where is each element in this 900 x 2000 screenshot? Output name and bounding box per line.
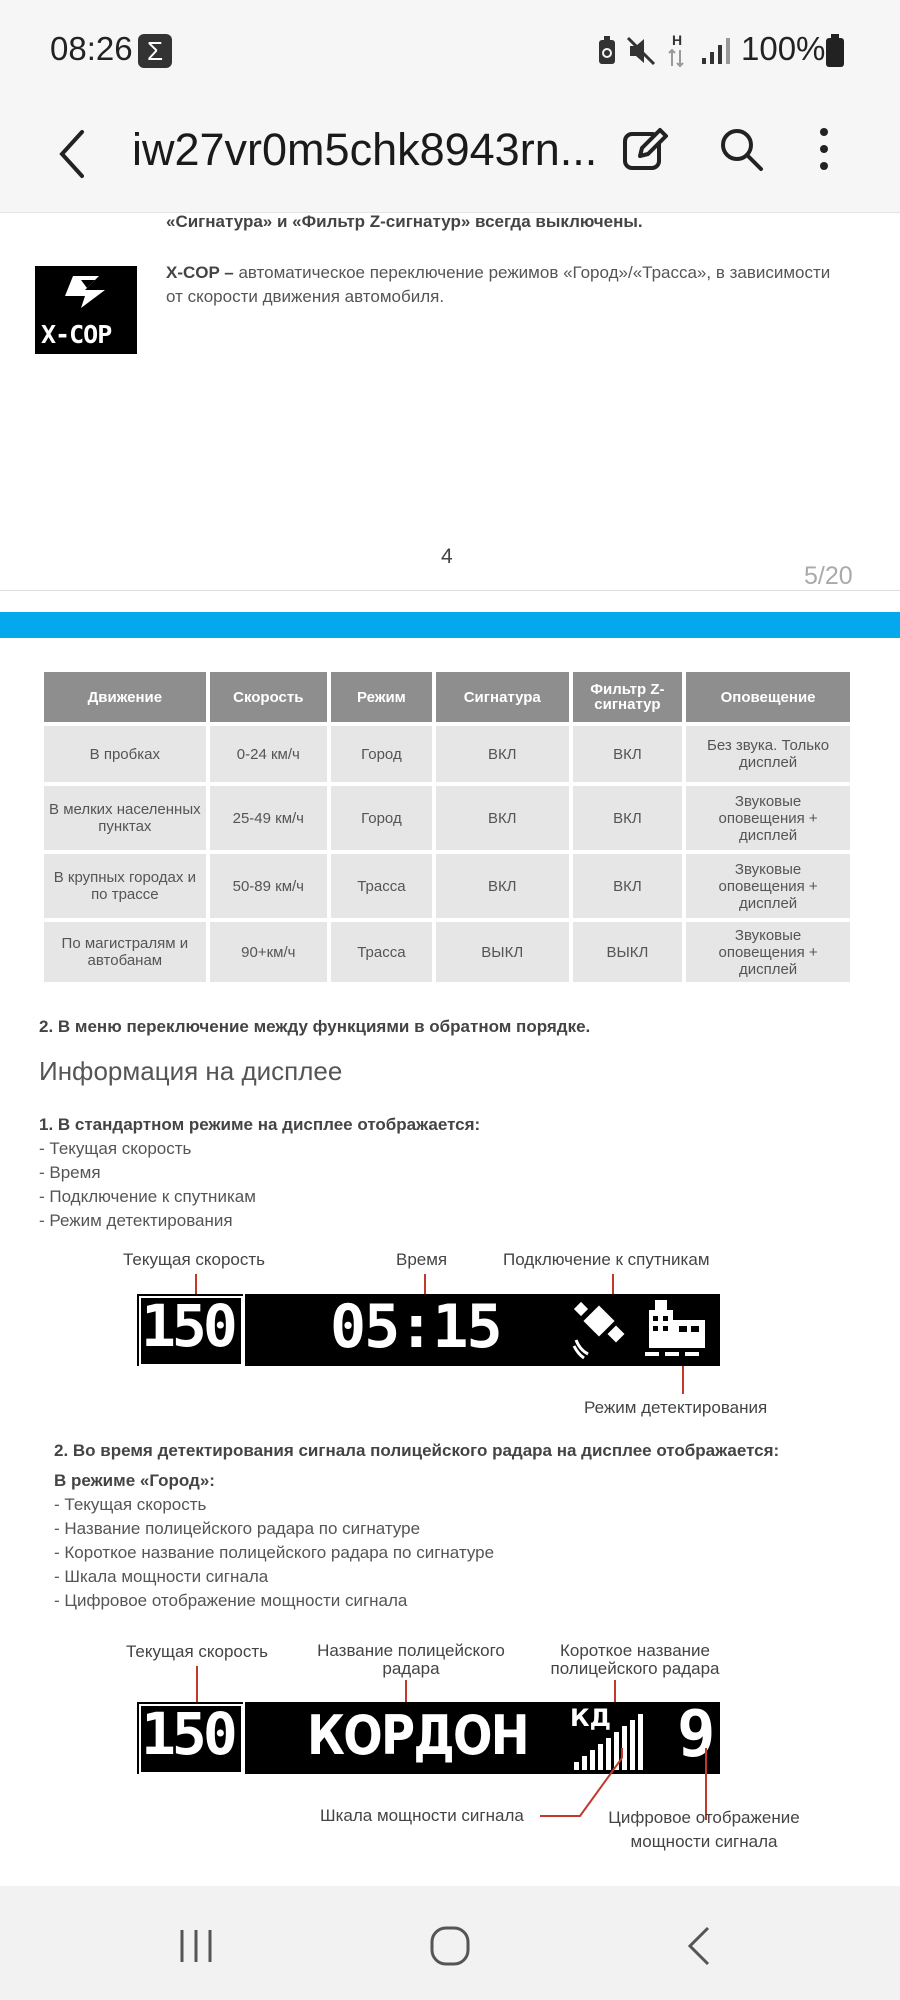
label-detection-mode: Режим детектирования xyxy=(584,1398,768,1417)
label-power-digit-line1: Цифровое отображение xyxy=(608,1808,800,1827)
standard-heading: 1. В стандартном режиме на дисплее отображается: xyxy=(39,1115,481,1134)
table-header: Скорость xyxy=(210,672,327,722)
table-cell: В мелких населенных пунктах xyxy=(44,786,206,850)
label-radar-name-line1: Название полицейского xyxy=(317,1641,505,1660)
display-speed: 150 xyxy=(141,1292,234,1360)
label-power-digit-line2: мощности сигнала xyxy=(630,1832,778,1851)
city-mode-icon xyxy=(643,1298,713,1362)
table-header: Движение xyxy=(44,672,206,722)
speed-mode-table xyxy=(40,668,854,986)
accent-band xyxy=(0,612,900,638)
app-bar xyxy=(0,100,900,213)
table-cell: Звуковые оповещения + дисплей xyxy=(686,786,850,850)
table-row xyxy=(44,854,850,918)
edit-icon[interactable] xyxy=(620,124,670,174)
callout-line xyxy=(682,1366,684,1394)
back-arrow-icon[interactable] xyxy=(52,124,92,184)
list-item: - Шкала мощности сигнала xyxy=(54,1567,269,1586)
detect-subheading: В режиме «Город»: xyxy=(54,1471,215,1490)
display2-short-name: КД xyxy=(570,1704,611,1732)
table-cell: По магистралям и автобанам xyxy=(44,922,206,982)
section-title: Информация на дисплее xyxy=(39,1056,343,1086)
status-time: 08:26 xyxy=(50,30,133,67)
table-cell: Трасса xyxy=(331,922,432,982)
detect-list xyxy=(54,1439,779,1613)
back-nav-icon[interactable] xyxy=(684,1924,714,1968)
table-cell: 25-49 км/ч xyxy=(210,786,327,850)
label-time: Время xyxy=(396,1250,448,1269)
list-item: - Подключение к спутникам xyxy=(39,1187,256,1206)
table-cell: ВКЛ xyxy=(573,786,683,850)
table-header: Фильтр Z-сигнатур xyxy=(573,672,683,722)
mute-icon xyxy=(624,34,658,68)
table-header: Оповещение xyxy=(686,672,850,722)
detect-heading: 2. Во время детектирования сигнала полицейского радара на дисплее отображается: xyxy=(54,1441,780,1460)
search-icon[interactable] xyxy=(716,124,766,174)
table-cell: ВКЛ xyxy=(573,854,683,918)
list-item: - Текущая скорость xyxy=(39,1139,192,1158)
label-radar-name xyxy=(313,1642,509,1678)
table-cell: Город xyxy=(331,726,432,782)
table-cell: ВКЛ xyxy=(436,726,569,782)
label-current-speed: Текущая скорость xyxy=(123,1250,266,1269)
battery-percent: 100% xyxy=(741,30,826,67)
label-short-name-line2: полицейского радара xyxy=(550,1659,720,1678)
display-speed-box xyxy=(137,1294,243,1366)
xcop-bold: X-COP – xyxy=(166,263,234,282)
table-header-row xyxy=(44,672,850,722)
table-row xyxy=(44,922,850,982)
navigation-bar xyxy=(0,1886,900,2000)
standard-list xyxy=(39,1113,480,1233)
xcop-logo-icon xyxy=(55,272,117,312)
document-title: iw27vr0m5chk8943rn... xyxy=(132,124,598,175)
page-divider xyxy=(0,590,900,591)
signal-icon xyxy=(700,36,732,66)
status-bar xyxy=(0,0,900,100)
table-cell: ВКЛ xyxy=(573,726,683,782)
table-cell: Звуковые оповещения + дисплей xyxy=(686,854,850,918)
satellite-icon xyxy=(570,1300,630,1360)
list-item: - Текущая скорость xyxy=(54,1495,207,1514)
display-main xyxy=(245,1294,720,1366)
battery-saver-icon xyxy=(596,36,618,66)
menu-note: 2. В меню переключение между функциями в обратном порядке. xyxy=(39,1017,591,1036)
table-cell: 90+км/ч xyxy=(210,922,327,982)
display-time: 05:15 xyxy=(330,1292,501,1362)
table-header: Сигнатура xyxy=(436,672,569,722)
label-signal-scale: Шкала мощности сигнала xyxy=(320,1806,524,1825)
xcop-logo-text: X-COP xyxy=(41,320,112,349)
list-item: - Название полицейского радара по сигнатуре xyxy=(54,1519,421,1538)
xcop-description xyxy=(166,261,876,309)
list-item: - Короткое название полицейского радара по сигнатуре xyxy=(54,1543,495,1562)
label-power-digit xyxy=(594,1806,814,1854)
more-options-icon[interactable] xyxy=(812,124,836,174)
page-counter: 5/20 xyxy=(804,562,853,590)
list-item: - Цифровое отображение мощности сигнала xyxy=(54,1591,408,1610)
table-cell: 50-89 км/ч xyxy=(210,854,327,918)
label-short-name-line1: Короткое название xyxy=(559,1641,711,1660)
label-short-name xyxy=(545,1642,725,1678)
table-cell: Звуковые оповещения + дисплей xyxy=(686,922,850,982)
table-row xyxy=(44,726,850,782)
table-cell: 0-24 км/ч xyxy=(210,726,327,782)
table-cell: ВКЛ xyxy=(436,786,569,850)
label-satellites: Подключение к спутникам xyxy=(503,1250,710,1269)
list-item: - Время xyxy=(39,1163,101,1182)
table-cell: В крупных городах и по трассе xyxy=(44,854,206,918)
home-icon[interactable] xyxy=(428,1924,472,1968)
data-arrows-icon xyxy=(668,48,684,68)
label-current-speed-2: Текущая скорость xyxy=(126,1642,269,1661)
list-item: - Режим детектирования xyxy=(39,1211,233,1230)
page-number: 4 xyxy=(441,545,453,568)
display2-power-digit: 9 xyxy=(677,1698,716,1772)
table-cell: ВЫКЛ xyxy=(573,922,683,982)
app-notification-icon: Σ xyxy=(138,34,172,68)
display2-speed: 150 xyxy=(141,1700,234,1768)
label-radar-name-line2: радара xyxy=(382,1659,440,1678)
battery-icon xyxy=(825,34,845,68)
table-row xyxy=(44,786,850,850)
table-cell: ВКЛ xyxy=(436,854,569,918)
xcop-text: автоматическое переключение режимов «Город»/«Трасса», в зависимости xyxy=(233,263,831,282)
table-cell: Город xyxy=(331,786,432,850)
network-type: H xyxy=(672,32,683,48)
display2-radar-name: КОРДОН xyxy=(307,1704,528,1767)
recent-apps-icon[interactable] xyxy=(176,1926,216,1966)
display2-speed-box xyxy=(137,1702,243,1774)
xcop-text-2: от скорости движения автомобиля. xyxy=(166,287,445,306)
table-cell: ВЫКЛ xyxy=(436,922,569,982)
xcop-logo xyxy=(35,266,137,354)
table-cell: В пробках xyxy=(44,726,206,782)
page4-top-line: «Сигнатура» и «Фильтр Z-сигнатур» всегда выключены. xyxy=(166,212,643,231)
table-cell: Без звука. Только дисплей xyxy=(686,726,850,782)
table-cell: Трасса xyxy=(331,854,432,918)
table-header: Режим xyxy=(331,672,432,722)
